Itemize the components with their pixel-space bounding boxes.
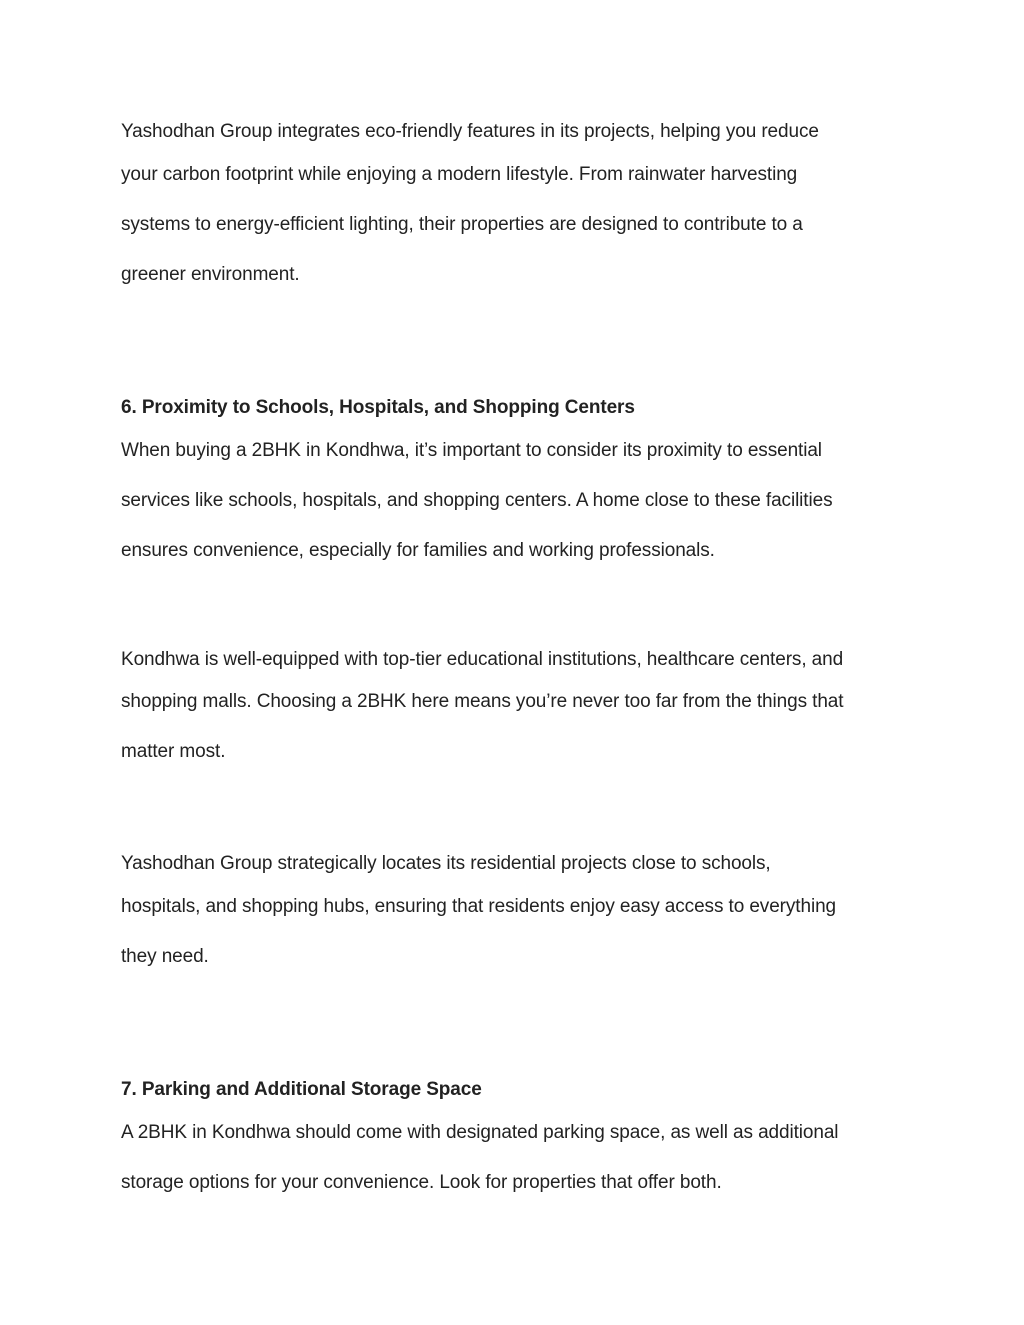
paragraph-line: When buying a 2BHK in Kondhwa, it’s important to consider its proximity to essential <box>121 440 822 461</box>
paragraph-line: matter most. <box>121 741 226 762</box>
paragraph-line: systems to energy-efficient lighting, their properties are designed to contribute to a <box>121 214 803 235</box>
paragraph-line: services like schools, hospitals, and shopping centers. A home close to these facilities <box>121 490 833 511</box>
paragraph-line: ensures convenience, especially for families and working professionals. <box>121 540 715 561</box>
paragraph-line: Yashodhan Group integrates eco-friendly features in its projects, helping you reduce <box>121 121 819 142</box>
paragraph-line: Kondhwa is well-equipped with top-tier educational institutions, healthcare centers, and <box>121 649 844 670</box>
paragraph-line: hospitals, and shopping hubs, ensuring that residents enjoy easy access to everything <box>121 896 837 917</box>
paragraph-line: greener environment. <box>121 264 300 285</box>
paragraph-line: A 2BHK in Kondhwa should come with designated parking space, as well as additional <box>121 1122 839 1143</box>
paragraph-line: your carbon footprint while enjoying a modern lifestyle. From rainwater harvesting <box>121 164 798 185</box>
section-6-heading: 6. Proximity to Schools, Hospitals, and Shopping Centers <box>121 397 635 418</box>
section-7-heading: 7. Parking and Additional Storage Space <box>121 1079 482 1100</box>
paragraph-line: they need. <box>121 946 209 967</box>
paragraph-line: Yashodhan Group strategically locates its residential projects close to schools, <box>121 853 771 874</box>
paragraph-line: storage options for your convenience. Look for properties that offer both. <box>121 1172 722 1193</box>
paragraph-line: shopping malls. Choosing a 2BHK here means you’re never too far from the things that <box>121 691 844 712</box>
